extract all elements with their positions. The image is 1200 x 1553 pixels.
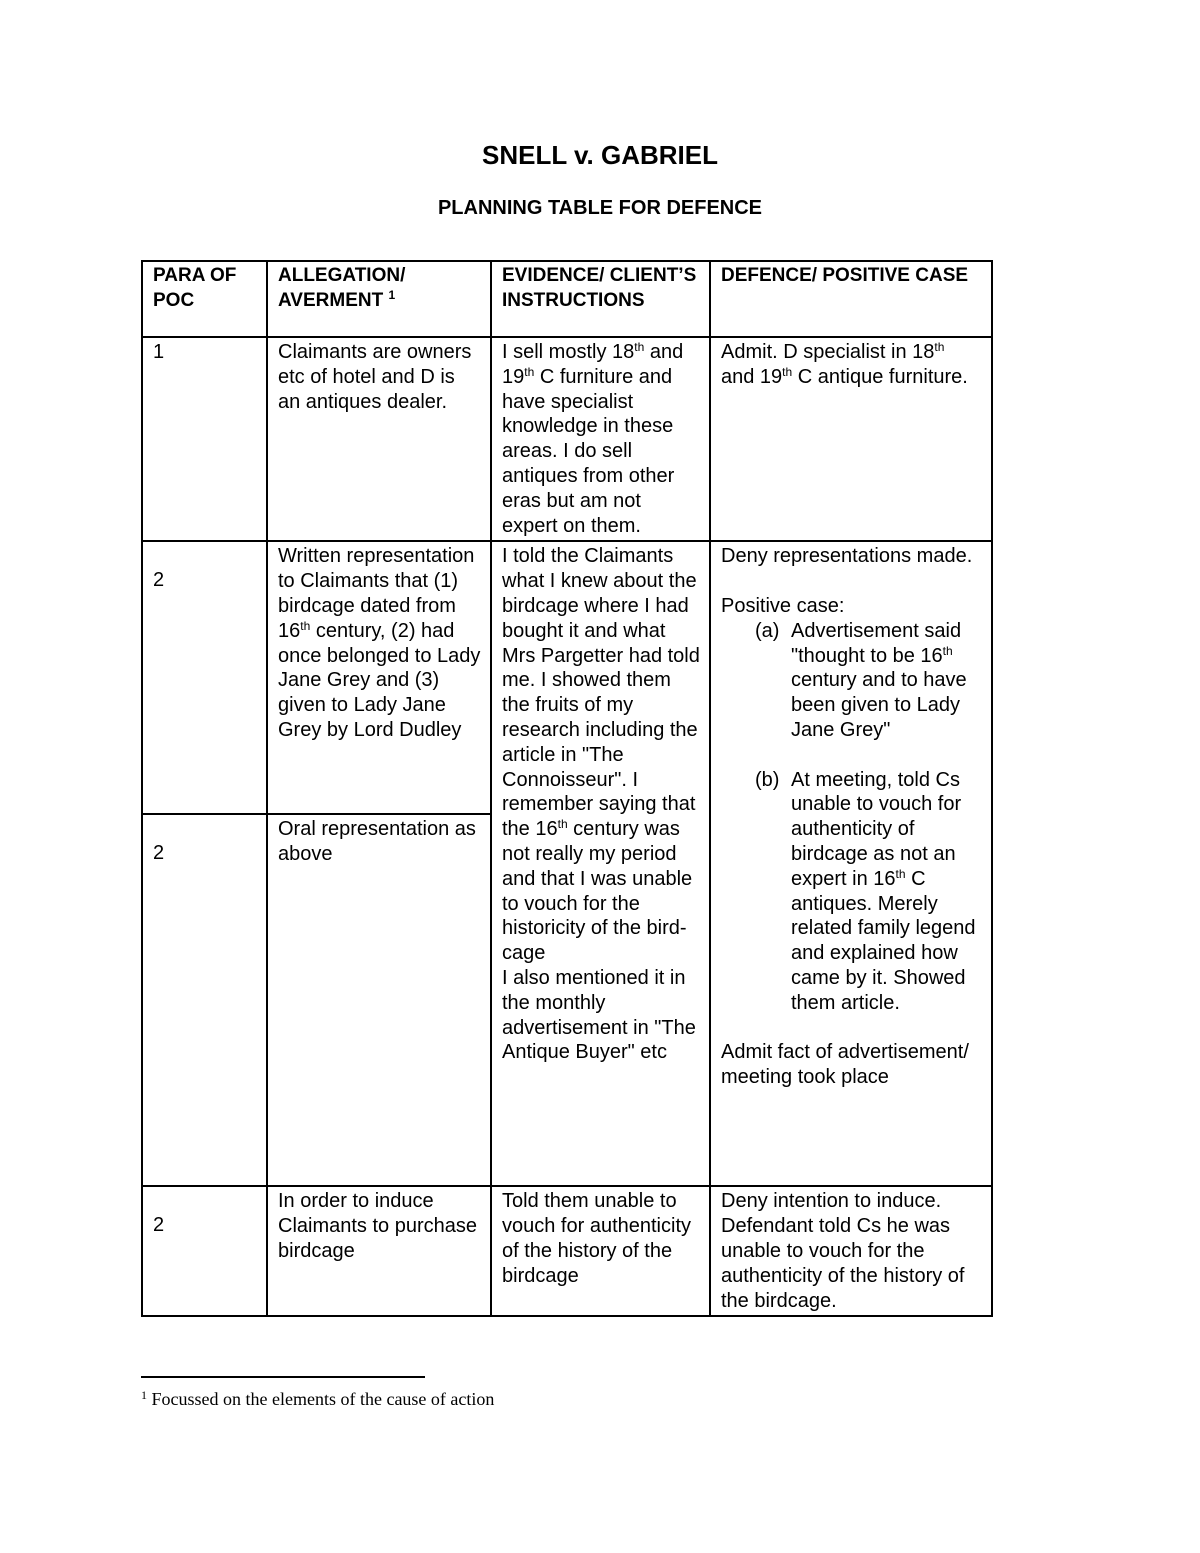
footnote-mark: 1	[141, 1388, 147, 1402]
table-row	[142, 1186, 992, 1316]
table-row	[142, 541, 992, 814]
document-title: SNELL v. GABRIEL	[482, 140, 718, 170]
footnote-text: Focussed on the elements of the cause of action	[147, 1389, 495, 1409]
allegation-cell: Oral representation as above	[267, 814, 491, 1186]
footnote-separator	[141, 1376, 425, 1378]
evidence-cell: Told them unable to vouch for authenticity of the history of the birdcage	[491, 1186, 710, 1316]
allegation-cell: In order to induce Claimants to purchase birdcage	[267, 1186, 491, 1316]
para-cell: 2	[142, 814, 267, 1186]
footnote	[141, 1389, 494, 1410]
table-header-row	[142, 261, 992, 337]
defence-cell: Deny intention to induce. Defendant told Cs he was unable to vouch for the authenticity of the history of the birdcage.	[710, 1186, 992, 1316]
header-defence: DEFENCE/ POSITIVE CASE	[710, 261, 992, 337]
positive-case-list	[721, 619, 983, 1016]
evidence-cell: I sell mostly 18th and 19th C furniture and have specialist knowledge in these areas. I do sell antiques from other eras but am not expert on them.	[491, 337, 710, 541]
allegation-cell: Claimants are owners etc of hotel and D is an antiques dealer.	[267, 337, 491, 541]
defence-cell: Deny representations made. Positive case: (a) Advertisement said "thought to be 16th century and to have been given to Lady Jane Grey" (b) At meeting, told Cs unable to vouch for authenticity of birdcage as not an expert in 16th C antiques. Merely related family legend and explained how came by it. Showed them article. Admit fact of advertisement/ meeting took place	[710, 541, 992, 1186]
para-cell: 1	[142, 337, 267, 541]
footnote-reference: 1	[388, 287, 396, 302]
header-allegation: ALLEGATION/ AVERMENT $^1$	[267, 261, 491, 337]
document-subtitle: PLANNING TABLE FOR DEFENCE	[437, 197, 763, 219]
defence-cell: Admit. D specialist in 18th and 19th C antique furniture.	[710, 337, 992, 541]
para-cell: 2	[142, 1186, 267, 1316]
header-para: PARA OF POC	[142, 261, 267, 337]
header-evidence: EVIDENCE/ CLIENT’S INSTRUCTIONS	[491, 261, 710, 337]
planning-table	[141, 260, 993, 1317]
evidence-cell: I told the Claimants what I knew about the birdcage where I had bought it and what Mrs Pargetter had told me. I showed them the fruits of my research including the article in "The Connoisseur". I remember saying that the 16th century was not really my period and that I was unable to vouch for the historicity of the bird-cage I also mentioned it in the monthly advertisement in "The Antique Buyer" etc	[491, 541, 710, 1186]
para-cell: 2	[142, 541, 267, 814]
allegation-cell: Written representation to Claimants that (1) birdcage dated from 16th century, (2) had once belonged to Lady Jane Grey and (3) given to Lady Jane Grey by Lord Dudley	[267, 541, 491, 814]
list-item: (a) Advertisement said "thought to be 16th century and to have been given to Lady Jane Grey"	[755, 619, 967, 741]
list-item: (b) At meeting, told Cs unable to vouch for authenticity of birdcage as not an expert in 16th C antiques. Merely related family legend and explained how came by it. Showed them article.	[755, 768, 976, 1014]
table-row	[142, 337, 992, 541]
